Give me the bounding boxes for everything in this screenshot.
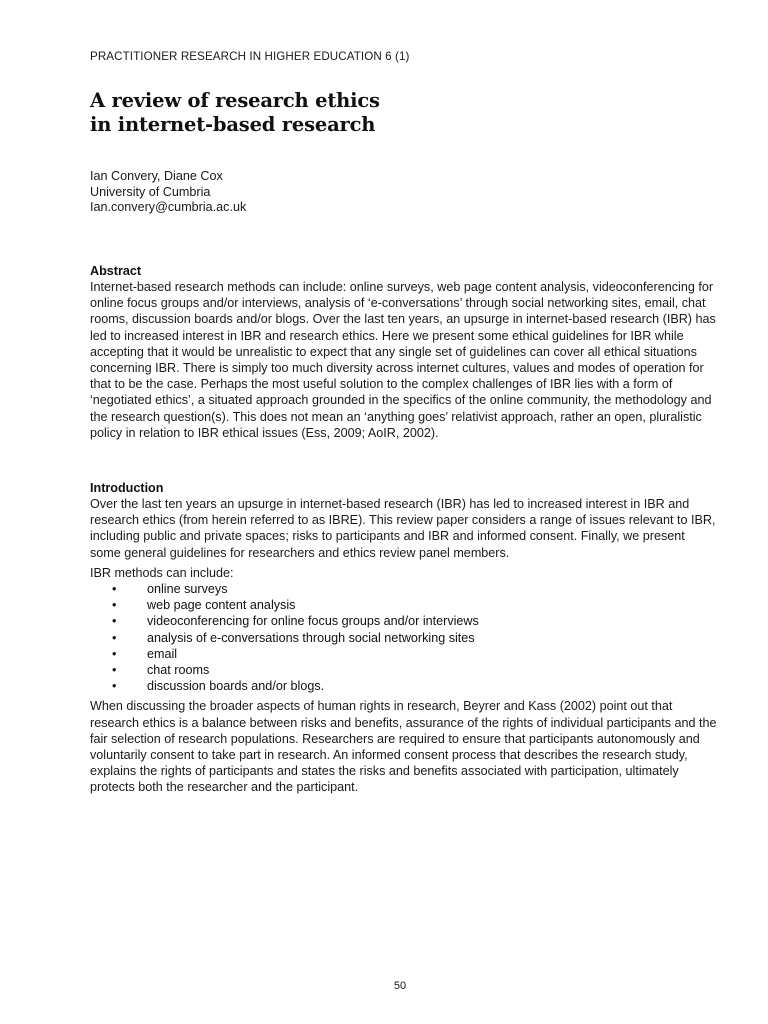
abstract-section xyxy=(90,263,718,441)
introduction-paragraph-2: When discussing the broader aspects of human rights in research, Beyrer and Kass (2002) point out that research ethics is a balance between risks and benefits, assurance of the rights of individual participants and the fair selection of research populations. Researchers are required to ensure that participants autonomously and voluntarily consent to take part in research. An informed consent process that describes the research study, explains the rights of participants and states the risks and benefits associated with participation, ultimately protects both the researcher and the participant. xyxy=(90,699,717,795)
methods-list-item xyxy=(90,581,718,597)
methods-list xyxy=(90,581,718,694)
introduction-heading: Introduction xyxy=(90,481,164,495)
methods-list-item-text: online surveys xyxy=(147,582,228,597)
running-head: PRACTITIONER RESEARCH IN HIGHER EDUCATION 6 (1) xyxy=(90,50,410,63)
methods-list-item-text: videoconferencing for online focus groups and/or interviews xyxy=(147,614,479,629)
methods-list-intro: IBR methods can include: xyxy=(90,565,234,580)
methods-list-item xyxy=(90,597,718,613)
bullet-icon: • xyxy=(112,630,117,645)
bullet-icon: • xyxy=(112,646,117,661)
introduction-section xyxy=(90,480,718,800)
methods-list-item-text: email xyxy=(147,646,178,661)
abstract-text: Internet-based research methods can include: online surveys, web page content analysis, videoconferencing for online focus groups and/or interviews, analysis of ‘e-conversations’ through social networking sites, email, chat rooms, discussion boards and/or blogs. Over the last ten years, an upsurge in internet-based research (IBR) has led to increased interest in IBR and research ethics. Here we present some ethical guidelines for IBR while accepting that it would be unrealistic to expect that any single set of guidelines can cover all ethical situations concerning IBR. There is simply too much diversity across internet cultures, values and modes of operation for that to be the case. Perhaps the most useful solution to the complex challenges of IBR lies with a form of ‘negotiated ethics’, a situated approach grounded in the specifics of the online community, the methodology and the research question(s). This does not mean an ‘anything goes’ relativist approach, rather an open, pluralistic policy in relation to IBR ethical issues (Ess, 2009; AoIR, 2002). xyxy=(90,280,716,440)
bullet-icon: • xyxy=(112,679,117,694)
methods-list-item xyxy=(90,630,718,646)
author-block xyxy=(90,169,246,216)
methods-list-item xyxy=(90,613,718,629)
methods-list-item-text: discussion boards and/or blogs. xyxy=(147,679,325,694)
bullet-icon: • xyxy=(112,582,117,597)
introduction-paragraph-1: Over the last ten years an upsurge in internet-based research (IBR) has led to increased interest in IBR and research ethics (from herein referred to as IBRE). This review paper considers a range of issues relevant to IBR, including public and private spaces; risks to participants and IBR and informed consent. Finally, we present some general guidelines for researchers and ethics review panel members. xyxy=(90,497,716,560)
methods-list-item xyxy=(90,662,718,678)
bullet-icon: • xyxy=(112,598,117,613)
author-affiliation: University of Cumbria xyxy=(90,184,211,199)
methods-list-item xyxy=(90,646,718,662)
page-number: 50 xyxy=(393,980,407,992)
bullet-icon: • xyxy=(112,663,117,678)
paper-page xyxy=(90,0,718,1024)
methods-list-item-text: chat rooms xyxy=(147,663,210,678)
methods-list-item xyxy=(90,678,718,694)
abstract-heading: Abstract xyxy=(90,264,142,278)
methods-list-item-text: web page content analysis xyxy=(147,598,296,613)
author-email: Ian.convery@cumbria.ac.uk xyxy=(90,200,247,214)
methods-list-item-text: analysis of e-conversations through social networking sites xyxy=(147,630,475,645)
article-title xyxy=(90,89,380,137)
title-line-1: A review of research ethics xyxy=(90,89,380,112)
author-names: Ian Convery, Diane Cox xyxy=(90,169,223,183)
title-line-2: in internet-based research xyxy=(90,113,376,136)
bullet-icon: • xyxy=(112,614,117,629)
